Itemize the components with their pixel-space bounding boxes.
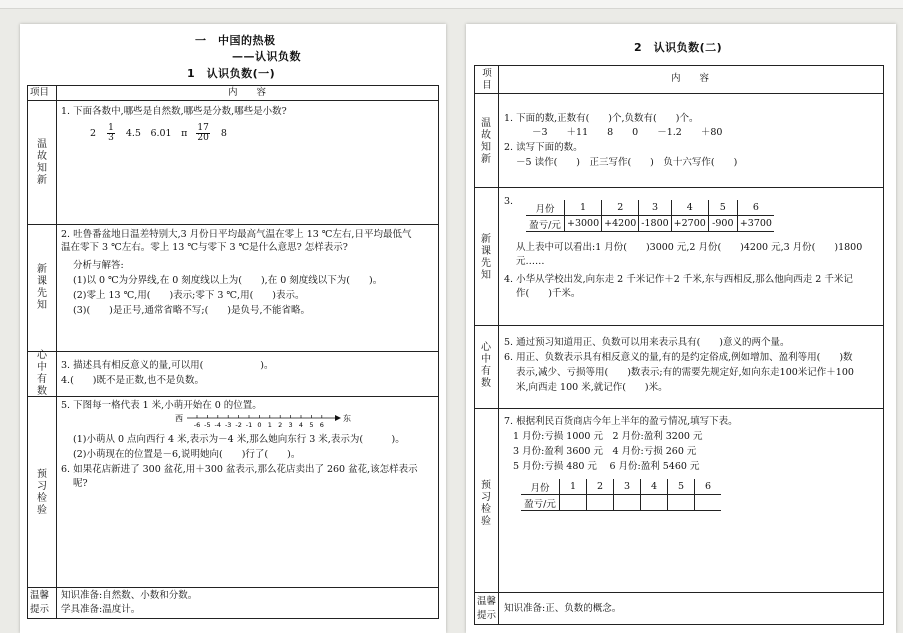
page1-q2-line6: (3)( )是正号,通常省略不写;( )是负号,不能省略。	[73, 305, 311, 316]
number-line-ruler	[175, 412, 350, 432]
ruler-tick-label: -6	[193, 421, 201, 429]
number-8: 8	[220, 128, 227, 139]
page2-q6-line2: 表示,减少、亏损等用( )数表示;有的需要先规定好,如向东走100米记作＋100	[516, 367, 854, 378]
page1-q4: 4.( )既不是正数,也不是负数。	[61, 375, 204, 386]
table-blank-cell[interactable]	[641, 495, 668, 511]
page2-lesson-title: 2 认识负数(二)	[634, 41, 723, 54]
table-row-label: 盈亏/元	[521, 495, 560, 511]
page2-q6-line1: 6. 用正、负数表示具有相反意义的量,有的是约定俗成,例如增加、盈利等用( )数	[504, 352, 853, 363]
viewer-toolbar-strip	[0, 0, 903, 9]
table-value-cell: +3700	[737, 216, 774, 232]
document-page-1	[20, 24, 446, 633]
page2-q1: 1. 下面的数,正数有( )个,负数有( )个。	[504, 113, 699, 124]
page1-q6-line2: 呢?	[73, 478, 88, 489]
frac-num: 1	[108, 123, 114, 133]
frac-num: 17	[197, 123, 209, 133]
page1-label-new: 新课先知	[37, 264, 47, 311]
page2-q4-line2: 作( )千米。	[516, 288, 581, 299]
page2-label-new: 新课先知	[481, 234, 491, 281]
page1-header-item: 项目	[30, 87, 50, 98]
table-header-cell: 5	[668, 479, 695, 495]
page2-q7-months-1: 1 月份:亏损 1000 元 2 月份:盈利 3200 元	[513, 431, 703, 442]
page1-tips-line2: 学具准备:温度计。	[61, 604, 141, 615]
ruler-tick-label: 1	[267, 421, 272, 429]
page2-header-content: 内 容	[671, 73, 710, 84]
table-header-cell: 月份	[521, 479, 560, 495]
frac-den: 3	[108, 133, 114, 143]
page1-row-divider	[27, 100, 439, 101]
table-blank-cell[interactable]	[668, 495, 695, 511]
page2-label-review: 温故知新	[481, 118, 491, 165]
table-header-cell: 4	[671, 200, 708, 216]
page2-q5: 5. 通过预习知道用正、负数可以用来表示具有( )意义的两个量。	[504, 337, 790, 348]
page2-q7-months-2: 3 月份:盈利 3600 元 4 月份:亏损 260 元	[513, 446, 697, 457]
page1-tips-line1: 知识准备:自然数、小数和分数。	[61, 590, 198, 601]
page1-label-mind: 心中有数	[37, 350, 47, 397]
page2-q2-items: －5 读作( ) 正三写作( ) 负十六写作( )	[516, 157, 738, 168]
page1-q1: 1. 下面各数中,哪些是自然数,哪些是分数,哪些是小数?	[61, 106, 287, 117]
numbers-mid: 4.5 6.01 π	[125, 128, 188, 139]
ruler-tick-label: 0	[257, 421, 262, 429]
ruler-tick-label: 5	[309, 421, 314, 429]
page2-q4-line1: 4. 小华从学校出发,向东走 2 千米记作＋2 千米,东与西相反,那么他向西走 2 千米记	[504, 274, 853, 285]
page2-row-divider	[474, 187, 884, 188]
page2-q3-line1: 从上表中可以看出:1 月份( )3000 元,2 月份( )4200 元,3 月份( )1800	[516, 242, 863, 253]
page1-q2-line5: (2)零上 13 ℃,用( )表示;零下 3 ℃,用( )表示。	[73, 290, 305, 301]
fraction-17-20	[196, 124, 209, 143]
page1-q6-line1: 6. 如果花店新进了 300 盆花,用＋300 盆表示,那么花店卖出了 260 盆花,该怎样表示	[61, 464, 418, 475]
ruler-tick-label: -2	[235, 421, 242, 429]
page1-q5: 5. 下图每一格代表 1 米,小萌开始在 0 的位置。	[61, 400, 262, 411]
table-header-cell: 5	[708, 200, 737, 216]
table-header-cell: 2	[602, 200, 639, 216]
ruler-east-label: 东	[343, 414, 351, 423]
table-header-cell: 6	[737, 200, 774, 216]
table-header-cell: 2	[587, 479, 614, 495]
page1-q5-2: (2)小萌现在的位置是－6,说明她向( )行了( )。	[73, 449, 301, 460]
table-header-cell: 1	[560, 479, 587, 495]
page1-table	[27, 85, 439, 619]
table-value-cell: +2700	[671, 216, 708, 232]
page1-lesson-title: 1 认识负数(一)	[187, 67, 276, 80]
page2-q7: 7. 根据利民百货商店今年上半年的盈亏情况,填写下表。	[504, 416, 738, 427]
table-blank-cell[interactable]	[587, 495, 614, 511]
page2-row-divider	[474, 408, 884, 409]
table-header-cell: 3	[639, 200, 671, 216]
table-value-cell: -900	[708, 216, 737, 232]
table-blank-cell[interactable]	[560, 495, 587, 511]
page1-q5-1: (1)小萌从 0 点向西行 4 米,表示为－4 米,那么她向东行 3 米,表示为( )。	[73, 434, 405, 445]
page2-q3-line2: 元……	[516, 256, 545, 267]
page2-tips-line1: 知识准备:正、负数的概念。	[504, 603, 622, 614]
ruler-tick-label: -3	[224, 421, 232, 429]
page1-title-main: 一 中国的热极	[195, 34, 276, 47]
page2-q2: 2. 读写下面的数。	[504, 142, 583, 153]
table-row-label: 盈亏/元	[526, 216, 565, 232]
page2-col-divider	[498, 65, 499, 625]
page2-tips-label-2: 提示	[477, 610, 497, 621]
table-header-cell: 1	[565, 200, 602, 216]
frac-den: 20	[197, 133, 209, 143]
page1-q2-line2: 温在零下 3 ℃左右。零上 13 ℃与零下 3 ℃是什么意思? 怎样表示?	[61, 242, 348, 253]
page2-row-divider	[474, 592, 884, 593]
table-blank-cell[interactable]	[695, 495, 722, 511]
page2-header-item: 项目	[482, 68, 492, 91]
table-value-cell: +4200	[602, 216, 639, 232]
ruler-tick-label: 4	[298, 421, 304, 429]
page2-q1-numbers: －3 ＋11 8 0 －1.2 ＋80	[532, 127, 723, 138]
page2-label-preview: 预习检验	[481, 480, 491, 527]
page1-col-divider	[56, 85, 57, 619]
number-2: 2	[90, 128, 97, 139]
page1-row-divider	[27, 351, 439, 352]
ruler-arrow	[335, 415, 341, 421]
page1-label-review: 温故知新	[37, 139, 47, 186]
page1-q2-line1: 2. 吐鲁番盆地日温差特别大,3 月份日平均最高气温在零上 13 ℃左右,日平均最低气	[61, 229, 412, 240]
page1-q2-line3: 分析与解答:	[73, 260, 124, 271]
page2-row-divider	[474, 325, 884, 326]
table-header-cell: 4	[641, 479, 668, 495]
page1-tips-label-1: 温馨	[30, 590, 50, 601]
ruler-tick-label: -5	[204, 421, 211, 429]
table-blank-cell[interactable]	[614, 495, 641, 511]
page2-profit-table-filled	[526, 200, 774, 232]
page1-row-divider	[27, 587, 439, 588]
page1-title-sub: ——认识负数	[232, 50, 301, 63]
page1-q2-line4: (1)以 0 ℃为分界线,在 0 刻度线以上为( ),在 0 刻度线以下为( )。	[73, 275, 383, 286]
table-header-cell: 3	[614, 479, 641, 495]
ruler-west-label: 西	[175, 414, 183, 423]
ruler-tick-label: 6	[319, 421, 324, 429]
ruler-tick-label: -1	[245, 421, 253, 429]
ruler-tick-label: -4	[214, 421, 222, 429]
page2-tips-label-1: 温馨	[477, 596, 497, 607]
table-header-cell: 6	[695, 479, 722, 495]
page1-tips-label-2: 提示	[30, 604, 50, 615]
page2-label-mind: 心中有数	[481, 342, 491, 389]
page2-q6-line3: 米,向西走 100 米,就记作( )米。	[516, 382, 668, 393]
table-value-cell: +3000	[565, 216, 602, 232]
document-page-2	[466, 24, 896, 633]
page1-q3: 3. 描述具有相反意义的量,可以用( )。	[61, 360, 274, 371]
page1-label-preview: 预习检验	[37, 469, 47, 516]
page2-row-divider	[474, 93, 884, 94]
page2-q7-months-3: 5 月份:亏损 480 元 6 月份:盈利 5460 元	[513, 461, 700, 472]
table-header-cell: 月份	[526, 200, 565, 216]
table-value-cell: -1800	[639, 216, 671, 232]
fraction-1-3	[107, 124, 115, 143]
page2-q3-number: 3.	[504, 196, 514, 207]
ruler-tick-label: 2	[278, 421, 283, 429]
page1-q1-numbers	[90, 123, 227, 145]
page1-header-content: 内 容	[228, 87, 267, 98]
page1-row-divider	[27, 224, 439, 225]
page2-profit-table-blank	[521, 479, 721, 511]
ruler-tick-label: 3	[288, 421, 293, 429]
page1-row-divider	[27, 396, 439, 397]
